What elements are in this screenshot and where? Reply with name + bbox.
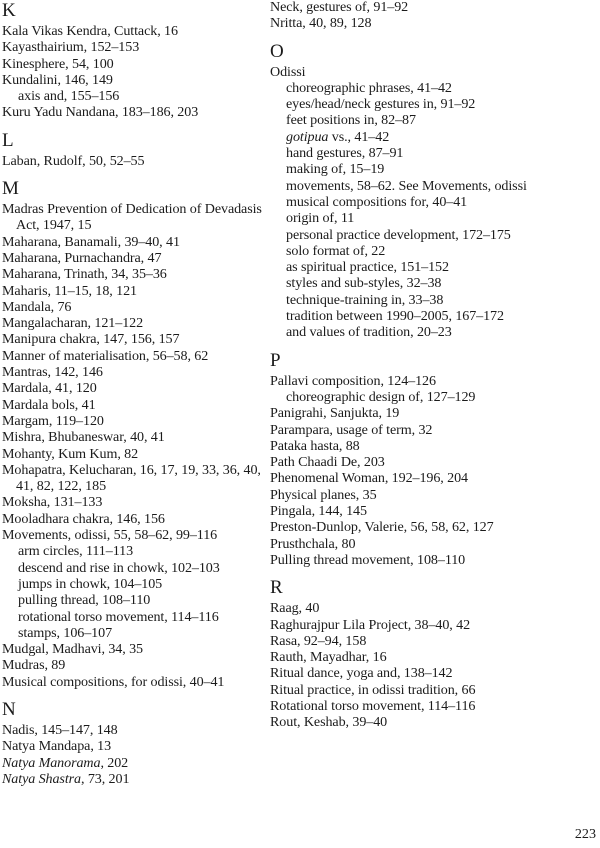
index-entry-phenomenal-woman-192-196-204: Phenomenal Woman, 192–196, 204 [270, 470, 468, 487]
index-entry-maharana-purnachandra-47: Maharana, Purnachandra, 47 [2, 249, 162, 266]
index-column-left [2, 0, 264, 787]
index-subentry-as-spiritual-practice-151-152: as spiritual practice, 151–152 [286, 259, 449, 276]
index-subentry-making-of-15-19: making of, 15–19 [286, 161, 385, 178]
index-entry-moksha-131-133: Moksha, 131–133 [2, 494, 103, 511]
index-entry-mandala-76: Mandala, 76 [2, 298, 72, 315]
index-subentry-gotipua-vs-41-42 [270, 129, 570, 145]
index-entry-mohanty-kum-kum-82: Mohanty, Kum Kum, 82 [2, 445, 139, 462]
index-entry-movements-odissi-55-58-62-99-116: Movements, odissi, 55, 58–62, 99–116 [2, 527, 218, 544]
section-gap [270, 341, 570, 349]
index-entry-nritta-40-89-128: Nritta, 40, 89, 128 [270, 15, 372, 32]
index-subentry-origin-of-11: origin of, 11 [286, 210, 355, 227]
section-letter: R [270, 577, 283, 599]
index-subentry-movements-58-62-see-movements-odissi: movements, 58–62. See Movements, odissi [286, 177, 527, 194]
entry-title-italic: gotipua [286, 128, 329, 145]
index-entry-natya-shastra-73-201 [2, 771, 264, 787]
entry-pages: , 73, 201 [80, 770, 130, 787]
index-entry-kinesphere-54-100: Kinesphere, 54, 100 [2, 55, 114, 72]
index-subentry-axis-and-155-156: axis and, 155–156 [18, 88, 120, 105]
index-subentry-stamps-106-107: stamps, 106–107 [18, 624, 113, 641]
index-section-l [2, 121, 264, 169]
index-entry-maharis-11-15-18-121: Maharis, 11–15, 18, 121 [2, 282, 137, 299]
index-entry-laban-rudolf-50-52-55: Laban, Rudolf, 50, 52–55 [2, 152, 145, 169]
section-letter: K [2, 0, 16, 21]
index-entry-mardala-41-120: Mardala, 41, 120 [2, 380, 97, 397]
index-section-o [270, 32, 570, 341]
section-letter: O [270, 40, 284, 62]
index-entry-mudras-89: Mudras, 89 [2, 657, 66, 674]
index-subentry-arm-circles-111-113: arm circles, 111–113 [18, 543, 134, 560]
section-gap [2, 690, 264, 698]
index-entry-ritual-practice-in-odissi-tradition-66: Ritual practice, in odissi tradition, 66 [270, 681, 476, 698]
index-entry-maharana-banamali-39-40-41: Maharana, Banamali, 39–40, 41 [2, 233, 180, 250]
index-entry-margam-119-120: Margam, 119–120 [2, 412, 104, 429]
index-entry-rotational-torso-movement-114-116: Rotational torso movement, 114–116 [270, 697, 476, 714]
entry-title-italic: Natya Manorama [2, 754, 101, 771]
index-subentry-technique-training-in-33-38: technique-training in, 33–38 [286, 291, 444, 308]
index-entry-odissi: Odissi [270, 63, 306, 80]
index-entry-natya-manorama-202 [2, 755, 264, 771]
index-entry-pulling-thread-movement-108-110: Pulling thread movement, 108–110 [270, 551, 466, 568]
index-subentry-hand-gestures-87-91: hand gestures, 87–91 [286, 145, 404, 162]
index-entry-musical-compositions-for-odissi-40-41: Musical compositions, for odissi, 40–41 [2, 673, 225, 690]
index-entry-rout-keshab-39-40: Rout, Keshab, 39–40 [270, 714, 388, 731]
index-entry-mishra-bhubaneswar-40-41: Mishra, Bhubaneswar, 40, 41 [2, 429, 165, 446]
index-entry-mohapatra-kelucharan-16-17-19-33-36-40-4: Mohapatra, Kelucharan, 16, 17, 19, 33, 36, 40, 41, 82, 122, 185 [2, 461, 261, 495]
section-gap [270, 32, 570, 40]
section-letter: N [2, 698, 16, 720]
index-section-r [270, 568, 570, 730]
index-entry-rasa-92-94-158: Rasa, 92–94, 158 [270, 632, 367, 649]
index-entry-madras-prevention-of-dedication-of-devad: Madras Prevention of Dedication of Devadasis Act, 1947, 15 [2, 201, 262, 234]
index-subentry-solo-format-of-22: solo format of, 22 [286, 242, 386, 259]
section-gap [270, 568, 570, 576]
index-entry-mooladhara-chakra-146-156: Mooladhara chakra, 146, 156 [2, 510, 165, 527]
index-subentry-choreographic-phrases-41-42: choreographic phrases, 41–42 [286, 79, 452, 96]
index-section-k [2, 0, 264, 121]
index-subentry-personal-practice-development-172-175: personal practice development, 172–175 [286, 226, 511, 243]
index-subentry-feet-positions-in-82-87: feet positions in, 82–87 [286, 112, 416, 129]
entry-title-italic: Natya Shastra [2, 770, 81, 787]
index-subentry-and-values-of-tradition-20-23: and values of tradition, 20–23 [286, 324, 452, 341]
index-section-m [2, 169, 264, 690]
index-entry-ritual-dance-yoga-and-138-142: Ritual dance, yoga and, 138–142 [270, 665, 453, 682]
index-entry-mangalacharan-121-122: Mangalacharan, 121–122 [2, 315, 144, 332]
index-entry-mantras-142-146: Mantras, 142, 146 [2, 364, 103, 381]
index-entry-mudgal-madhavi-34-35: Mudgal, Madhavi, 34, 35 [2, 641, 143, 658]
index-subentry-styles-and-sub-styles-32-38: styles and sub-styles, 32–38 [286, 275, 442, 292]
index-entry-natya-mandapa-13: Natya Mandapa, 13 [2, 738, 112, 755]
index-subentry-rotational-torso-movement-114-116: rotational torso movement, 114–116 [18, 608, 219, 625]
index-entry-manner-of-materialisation-56-58-62: Manner of materialisation, 56–58, 62 [2, 347, 209, 364]
index-entry-pataka-hasta-88: Pataka hasta, 88 [270, 437, 360, 454]
index-entry-raag-40: Raag, 40 [270, 600, 320, 617]
index-subentry-descend-and-rise-in-chowk-102-103: descend and rise in chowk, 102–103 [18, 559, 220, 576]
index-subentry-choreographic-design-of-127-129: choreographic design of, 127–129 [286, 388, 476, 405]
index-entry-parampara-usage-of-term-32: Parampara, usage of term, 32 [270, 421, 433, 438]
section-letter: M [2, 178, 19, 200]
index-section-p [270, 341, 570, 569]
index-entry-manipura-chakra-147-156-157: Manipura chakra, 147, 156, 157 [2, 331, 180, 348]
index-subentry-eyes-head-neck-gestures-in-91-92: eyes/head/neck gestures in, 91–92 [286, 96, 476, 113]
index-entry-kuru-yadu-nandana-183-186-203: Kuru Yadu Nandana, 183–186, 203 [2, 104, 199, 121]
index-entry-mardala-bols-41: Mardala bols, 41 [2, 396, 96, 413]
index-entry-kundalini-146-149: Kundalini, 146, 149 [2, 71, 113, 88]
entry-pages: , 202 [100, 754, 129, 771]
index-subentry-tradition-between-1990-2005-167-172: tradition between 1990–2005, 167–172 [286, 308, 504, 325]
index-section-n [2, 690, 264, 787]
index-column-right [270, 0, 570, 731]
index-subentry-jumps-in-chowk-104-105: jumps in chowk, 104–105 [18, 575, 163, 592]
index-subentry-pulling-thread-108-110: pulling thread, 108–110 [18, 592, 151, 609]
index-entry-raghurajpur-lila-project-38-40-42: Raghurajpur Lila Project, 38–40, 42 [270, 616, 471, 633]
index-entry-pingala-144-145: Pingala, 144, 145 [270, 503, 367, 520]
index-entry-nadis-145-147-148: Nadis, 145–147, 148 [2, 721, 118, 738]
index-entry-neck-gestures-of-91-92: Neck, gestures of, 91–92 [270, 0, 409, 15]
index-section-continued [270, 0, 570, 32]
section-gap [2, 169, 264, 177]
index-entry-kala-vikas-kendra-cuttack-16: Kala Vikas Kendra, Cuttack, 16 [2, 23, 178, 39]
index-entry-preston-dunlop-valerie-56-58-62-127: Preston-Dunlop, Valerie, 56, 58, 62, 127 [270, 519, 494, 536]
section-letter: P [270, 349, 281, 371]
index-entry-pallavi-composition-124-126: Pallavi composition, 124–126 [270, 372, 436, 389]
section-letter: L [2, 129, 14, 151]
index-entry-kayasthairium-152-153: Kayasthairium, 152–153 [2, 39, 140, 56]
index-entry-physical-planes-35: Physical planes, 35 [270, 486, 377, 503]
index-entry-panigrahi-sanjukta-19: Panigrahi, Sanjukta, 19 [270, 405, 400, 422]
entry-pages: vs., 41–42 [328, 128, 390, 145]
section-gap [2, 121, 264, 129]
index-entry-path-chaadi-de-203: Path Chaadi De, 203 [270, 454, 385, 471]
index-entry-rauth-mayadhar-16: Rauth, Mayadhar, 16 [270, 649, 387, 666]
index-subentry-musical-compositions-for-40-41: musical compositions for, 40–41 [286, 193, 468, 210]
index-entry-prusthchala-80: Prusthchala, 80 [270, 535, 356, 552]
page-number: 223 [574, 826, 596, 842]
index-entry-maharana-trinath-34-35-36: Maharana, Trinath, 34, 35–36 [2, 266, 167, 283]
